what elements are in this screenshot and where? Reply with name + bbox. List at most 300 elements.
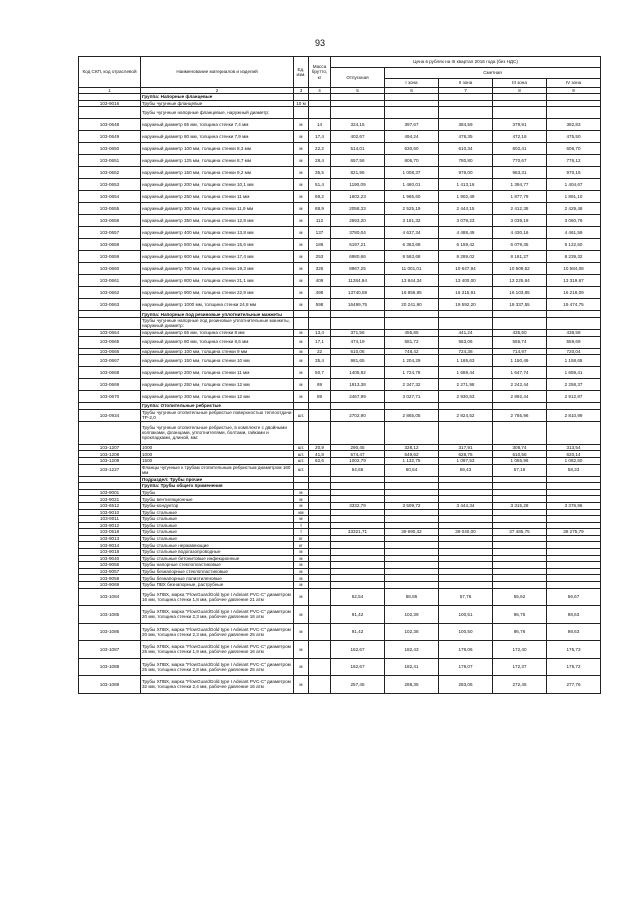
- cell-price-4: 37 485,75: [493, 529, 547, 536]
- cell-price-2: [385, 542, 439, 549]
- cell-price-1: [331, 496, 385, 503]
- cell-price-1: 1190,09: [331, 179, 385, 191]
- cell-price-2: [385, 496, 439, 503]
- cell-name: Трубы вентиляционные: [141, 496, 294, 503]
- cell-price-2: [385, 568, 439, 575]
- cell-price-1: 13740,59: [331, 287, 385, 299]
- cell-price-4: 96,76: [493, 623, 547, 641]
- header-zone-2: II зона: [439, 79, 493, 88]
- cell-code: 103-0659: [79, 251, 141, 263]
- cell-unit: м: [294, 391, 309, 403]
- cell-unit: м: [294, 348, 309, 355]
- cell-price-1: 981,65: [331, 355, 385, 367]
- cell-name: Трубы стальные: [141, 535, 294, 542]
- cell-name: Трубы стальные нержавеющие: [141, 542, 294, 549]
- cell-price-5: 1 404,67: [547, 179, 601, 191]
- cell-name: Трубы ХПВХ, марка "FlowGuardGold type I Adeiant PVC-C" диаметром 20 мм, толщина стенки 2,3 мм, рабочее давление 16 атм: [141, 606, 294, 624]
- cell-price-3: 441,24: [439, 329, 493, 336]
- subheading-row: [79, 317, 601, 329]
- cell-price-3: 780,80: [439, 155, 493, 167]
- cell-mass: 41,8: [309, 451, 331, 458]
- cell-mass: 325: [309, 263, 331, 275]
- cell-price-3: 724,38: [439, 348, 493, 355]
- cell-unit: м: [294, 489, 309, 496]
- cell-unit: м: [294, 562, 309, 569]
- cell-mass: [309, 476, 331, 483]
- cell-price-4: [493, 403, 547, 410]
- cell-price-3: 10 647,94: [439, 263, 493, 275]
- cell-name: наружный диаметр 200 мм, толщина стенки 10,1 мм: [141, 179, 294, 191]
- table-row: [79, 489, 601, 496]
- cell-name: наружный диаметр 250 мм, толщина стенки 11 мм: [141, 191, 294, 203]
- cell-name: наружный диаметр 700 мм, толщина стенки 19,3 мм: [141, 263, 294, 275]
- cell-price-4: 435,50: [493, 329, 547, 336]
- cell-price-2: [385, 582, 439, 589]
- cell-price-4: [493, 421, 547, 444]
- cell-name: наружный диаметр 400 мм, толщина стенки 13,8 мм: [141, 227, 294, 239]
- cell-code: 103-9058: [79, 575, 141, 582]
- cell-price-1: 821,95: [331, 167, 385, 179]
- cell-price-4: [493, 317, 547, 329]
- cell-price-3: 179,07: [439, 658, 493, 676]
- cell-code: 103-1085: [79, 606, 141, 624]
- cell-price-2: [385, 476, 439, 483]
- subheading-row: [79, 107, 601, 119]
- cell-price-3: 1 097,53: [439, 457, 493, 464]
- cell-price-3: [439, 509, 493, 516]
- cell-price-1: 2467,99: [331, 391, 385, 403]
- cell-mass: 137: [309, 227, 331, 239]
- table-row: [79, 179, 601, 191]
- cell-price-2: 16 856,95: [385, 287, 439, 299]
- cell-unit: [294, 483, 309, 490]
- cell-price-2: 748,42: [385, 348, 439, 355]
- cell-price-3: [439, 107, 493, 119]
- cell-name: Трубы стальные: [141, 529, 294, 536]
- table-row: [79, 100, 601, 107]
- cell-price-4: [493, 476, 547, 483]
- table-row: [79, 355, 601, 367]
- cell-unit: т: [294, 529, 309, 536]
- cell-unit: м: [294, 329, 309, 336]
- cell-price-5: 475,50: [547, 131, 601, 143]
- table-row: [79, 457, 601, 464]
- cell-unit: [294, 403, 309, 410]
- header-zone-4: IV зона: [547, 79, 601, 88]
- cell-code: 103-0649: [79, 131, 141, 143]
- cell-price-5: [547, 476, 601, 483]
- table-row: [79, 444, 601, 451]
- cell-unit: [294, 311, 309, 318]
- cell-name: Трубы чугунные напорные под резиновые уплотнительные манжеты, наружный диаметр:: [141, 317, 294, 329]
- cell-mass: [309, 549, 331, 556]
- cell-mass: [309, 464, 331, 476]
- cell-price-2: 288,35: [385, 676, 439, 694]
- cell-code: 103-0657: [79, 227, 141, 239]
- cell-price-4: 1 150,49: [493, 355, 547, 367]
- cell-price-5: [547, 483, 601, 490]
- cell-code: 103-0670: [79, 391, 141, 403]
- cell-price-1: 1405,92: [331, 367, 385, 379]
- cell-price-5: [547, 94, 601, 101]
- cell-price-5: [547, 107, 601, 119]
- cell-price-3: 16 315,91: [439, 287, 493, 299]
- cell-price-2: 455,85: [385, 329, 439, 336]
- table-row: [79, 191, 601, 203]
- cell-price-4: 1 065,96: [493, 457, 547, 464]
- cell-price-3: [439, 575, 493, 582]
- cell-name: наружный диаметр 150 мм, толщина стенки 10 мм: [141, 355, 294, 367]
- cell-name: наружный диаметр 150 мм, толщина стенки 9,2 мм: [141, 167, 294, 179]
- cell-price-2: 1 204,29: [385, 355, 439, 367]
- table-row: [79, 329, 601, 336]
- cell-price-1: 33321,71: [331, 529, 385, 536]
- group-row: [79, 311, 601, 318]
- cell-price-3: 2 930,53: [439, 391, 493, 403]
- table-row: [79, 606, 601, 624]
- cell-unit: м: [294, 119, 309, 131]
- cell-mass: 112: [309, 215, 331, 227]
- cell-unit: м: [294, 549, 309, 556]
- cell-name: Подраздел: Трубы прочие: [141, 476, 294, 483]
- cell-price-5: 3 376,96: [547, 502, 601, 509]
- cell-price-2: 13 844,34: [385, 275, 439, 287]
- table-row: [79, 336, 601, 348]
- cell-price-5: 559,69: [547, 336, 601, 348]
- cell-mass: [309, 403, 331, 410]
- cell-price-4: 963,31: [493, 167, 547, 179]
- cell-price-2: 649,62: [385, 451, 439, 458]
- cell-price-3: 6 159,42: [439, 239, 493, 251]
- cell-name: Трубы стальные: [141, 509, 294, 516]
- cell-unit: [294, 476, 309, 483]
- cell-name: Фланцы чугунные к трубам отопительным ребристым диаметром 160 мм: [141, 464, 294, 476]
- cell-unit: м: [294, 299, 309, 311]
- cell-price-5: 313,54: [547, 444, 601, 451]
- cell-unit: кг: [294, 542, 309, 549]
- cell-price-3: 39 040,00: [439, 529, 493, 536]
- cell-mass: 69: [309, 379, 331, 391]
- cell-mass: [309, 606, 331, 624]
- cell-price-5: 8 239,32: [547, 251, 601, 263]
- cell-price-2: [385, 421, 439, 444]
- cell-code: 103-9011: [79, 516, 141, 523]
- cell-code: 103-1084: [79, 588, 141, 606]
- cell-price-3: 628,76: [439, 451, 493, 458]
- table-row: [79, 568, 601, 575]
- cell-code: [79, 311, 141, 318]
- cell-price-4: 1 394,77: [493, 179, 547, 191]
- cell-price-3: 1 165,63: [439, 355, 493, 367]
- cell-price-3: [439, 568, 493, 575]
- cell-price-3: 1 669,44: [439, 367, 493, 379]
- cell-mass: [309, 641, 331, 659]
- cell-name: Трубы стальные: [141, 522, 294, 529]
- cell-price-5: 3 060,76: [547, 215, 601, 227]
- cell-price-5: 98,63: [547, 623, 601, 641]
- cell-price-1: 290,45: [331, 444, 385, 451]
- cell-price-2: [385, 94, 439, 101]
- cell-code: 103-9021: [79, 496, 141, 503]
- cell-price-4: 16 103,85: [493, 287, 547, 299]
- cell-unit: м: [294, 263, 309, 275]
- cell-price-5: 19 474,75: [547, 299, 601, 311]
- group-row: [79, 483, 601, 490]
- table-row: [79, 131, 601, 143]
- cell-code: [79, 107, 141, 119]
- cell-price-5: [547, 317, 601, 329]
- cell-code: 103-9056: [79, 562, 141, 569]
- cell-code: 103-0652: [79, 167, 141, 179]
- cell-price-1: 8967,25: [331, 263, 385, 275]
- cell-price-4: [493, 107, 547, 119]
- cell-price-4: 4 430,16: [493, 227, 547, 239]
- cell-code: [79, 483, 141, 490]
- cell-price-1: 91,42: [331, 606, 385, 624]
- cell-name: наружный диаметр 500 мм, толщина стенки 15,6 мм: [141, 239, 294, 251]
- cell-price-1: [331, 509, 385, 516]
- cell-name: наружный диаметр 125 мм, толщина стенки 8,7 мм: [141, 155, 294, 167]
- cell-unit: шт.: [294, 464, 309, 476]
- cell-price-1: 371,56: [331, 329, 385, 336]
- cell-price-3: 100,51: [439, 606, 493, 624]
- cell-price-3: [439, 582, 493, 589]
- cell-code: 103-0653: [79, 179, 141, 191]
- header-price: Цена в рублях на III квартал 2016 года (без НДС): [331, 57, 601, 68]
- table-body: [79, 94, 601, 693]
- cell-price-3: 2 824,52: [439, 409, 493, 421]
- cell-price-1: [331, 476, 385, 483]
- cell-price-4: 555,74: [493, 336, 547, 348]
- cell-code: [79, 476, 141, 483]
- cell-code: 103-0667: [79, 355, 141, 367]
- cell-price-1: [331, 562, 385, 569]
- cell-price-5: 56,67: [547, 588, 601, 606]
- table-row: [79, 575, 601, 582]
- cell-unit: м: [294, 658, 309, 676]
- cell-price-2: 2 525,19: [385, 203, 439, 215]
- cell-unit: м: [294, 287, 309, 299]
- cell-price-4: 8 181,27: [493, 251, 547, 263]
- cell-name: 1500: [141, 457, 294, 464]
- cell-name: Трубы ПВХ безнапорные, раструбные: [141, 582, 294, 589]
- table-row: [79, 239, 601, 251]
- cell-unit: м: [294, 606, 309, 624]
- cell-name: Трубы стальные: [141, 516, 294, 523]
- cell-unit: шт.: [294, 457, 309, 464]
- table-row: [79, 641, 601, 659]
- table-row: [79, 509, 601, 516]
- cell-code: 103-0663: [79, 299, 141, 311]
- cell-price-4: [493, 496, 547, 503]
- cell-price-2: 581,72: [385, 336, 439, 348]
- cell-price-1: [331, 542, 385, 549]
- cell-unit: [294, 94, 309, 101]
- cell-unit: км: [294, 509, 309, 516]
- cell-price-2: [385, 107, 439, 119]
- cell-name: Трубы чугунные фланцевые: [141, 100, 294, 107]
- table-row: [79, 555, 601, 562]
- header-name: Наименование материалов и изделий: [141, 57, 294, 88]
- cell-unit: м: [294, 676, 309, 694]
- table-row: [79, 549, 601, 556]
- cell-price-5: 1 158,65: [547, 355, 601, 367]
- table-row: [79, 203, 601, 215]
- table-header: [79, 57, 601, 94]
- cell-price-3: 1 902,49: [439, 191, 493, 203]
- cell-price-1: [331, 489, 385, 496]
- cell-price-5: [547, 522, 601, 529]
- cell-unit: м: [294, 275, 309, 287]
- col-num-6: 6: [385, 88, 439, 94]
- cell-price-5: 277,76: [547, 676, 601, 694]
- cell-price-5: [547, 568, 601, 575]
- cell-price-2: 182,43: [385, 641, 439, 659]
- cell-price-2: 630,60: [385, 143, 439, 155]
- cell-price-5: 10 584,08: [547, 263, 601, 275]
- cell-price-5: 2 810,99: [547, 409, 601, 421]
- cell-price-4: 272,45: [493, 676, 547, 694]
- table-row: [79, 227, 601, 239]
- cell-price-5: 58,33: [547, 464, 601, 476]
- cell-name: Трубы чугунные отопительные ребристые поверхностью теплоотдачи ТР-2,0: [141, 409, 294, 421]
- cell-unit: шт.: [294, 409, 309, 421]
- cell-price-2: 2 347,32: [385, 379, 439, 391]
- cell-price-4: 308,74: [493, 444, 547, 451]
- cell-price-5: [547, 535, 601, 542]
- cell-price-3: 384,59: [439, 119, 493, 131]
- cell-mass: [309, 509, 331, 516]
- cell-mass: [309, 107, 331, 119]
- cell-mass: 89: [309, 391, 331, 403]
- cell-code: 103-0662: [79, 287, 141, 299]
- cell-name: Трубы чугунные напорные фланцевые, наружный диаметр:: [141, 107, 294, 119]
- cell-unit: м: [294, 143, 309, 155]
- price-table: [78, 56, 601, 694]
- cell-mass: [309, 489, 331, 496]
- table-row: [79, 167, 601, 179]
- cell-code: 103-9069: [79, 582, 141, 589]
- table-row: [79, 143, 601, 155]
- cell-mass: [309, 496, 331, 503]
- cell-name: наружный диаметр 100 мм, толщина стенки 8,3 мм: [141, 143, 294, 155]
- cell-price-3: 4 488,49: [439, 227, 493, 239]
- cell-name: Трубы напорные стеклопластиковые: [141, 562, 294, 569]
- cell-name: Трубы стальные бетонитовые инфекционные: [141, 555, 294, 562]
- cell-price-5: 2 429,48: [547, 203, 601, 215]
- cell-mass: [309, 311, 331, 318]
- cell-unit: м: [294, 582, 309, 589]
- cell-mass: 28,4: [309, 155, 331, 167]
- cell-code: 103-1227: [79, 464, 141, 476]
- cell-name: Группа: Отопительные ребристые: [141, 403, 294, 410]
- cell-price-1: [331, 549, 385, 556]
- cell-price-2: 58,85: [385, 588, 439, 606]
- cell-unit: м: [294, 155, 309, 167]
- cell-code: 103-0661: [79, 275, 141, 287]
- cell-price-2: [385, 562, 439, 569]
- cell-name: наружный диаметр 65 мм, толщина стенки 7,4 мм: [141, 119, 294, 131]
- cell-price-4: [493, 100, 547, 107]
- cell-price-3: [439, 421, 493, 444]
- cell-price-2: 39 690,42: [385, 529, 439, 536]
- cell-price-4: [493, 489, 547, 496]
- cell-mass: [309, 483, 331, 490]
- cell-price-5: 970,16: [547, 167, 601, 179]
- cell-price-1: [331, 555, 385, 562]
- cell-unit: м: [294, 379, 309, 391]
- cell-price-1: 2593,20: [331, 215, 385, 227]
- cell-price-1: 657,56: [331, 155, 385, 167]
- cell-price-5: [547, 549, 601, 556]
- cell-code: 103-6512: [79, 502, 141, 509]
- cell-code: 103-0664: [79, 329, 141, 336]
- cell-price-4: 1 647,74: [493, 367, 547, 379]
- cell-unit: [294, 317, 309, 329]
- cell-code: 103-0650: [79, 143, 141, 155]
- cell-price-4: 6 079,35: [493, 239, 547, 251]
- cell-price-5: [547, 542, 601, 549]
- cell-code: [79, 94, 141, 101]
- cell-price-3: [439, 516, 493, 523]
- cell-price-1: 1602,23: [331, 191, 385, 203]
- cell-name: наружный диаметр 200 мм, толщина стенки 11 мм: [141, 367, 294, 379]
- cell-mass: 20,9: [309, 444, 331, 451]
- cell-price-1: [331, 311, 385, 318]
- cell-name: наружный диаметр 1000 мм, толщина стенки 24,8 мм: [141, 299, 294, 311]
- cell-price-3: [439, 549, 493, 556]
- cell-price-5: [547, 403, 601, 410]
- cell-price-4: 2 242,44: [493, 379, 547, 391]
- cell-mass: [309, 658, 331, 676]
- cell-price-4: 472,16: [493, 131, 547, 143]
- cell-price-2: 6 363,68: [385, 239, 439, 251]
- cell-price-2: 1 724,78: [385, 367, 439, 379]
- cell-price-5: 175,72: [547, 658, 601, 676]
- cell-mass: 17,4: [309, 131, 331, 143]
- cell-name: Трубы безнапорные полиэтиленовые: [141, 575, 294, 582]
- subheading-row: [79, 421, 601, 444]
- cell-name: Трубы: [141, 489, 294, 496]
- cell-price-2: [385, 100, 439, 107]
- cell-mass: 409: [309, 275, 331, 287]
- cell-price-2: [385, 403, 439, 410]
- cell-price-5: 620,14: [547, 451, 601, 458]
- cell-price-3: [439, 489, 493, 496]
- cell-unit: шт.: [294, 444, 309, 451]
- cell-price-4: [493, 94, 547, 101]
- cell-mass: 50,7: [309, 367, 331, 379]
- cell-mass: 17,1: [309, 336, 331, 348]
- cell-unit: т: [294, 522, 309, 529]
- cell-price-1: 474,19: [331, 336, 385, 348]
- cell-price-1: 574,47: [331, 451, 385, 458]
- cell-price-4: [493, 582, 547, 589]
- group-row: [79, 403, 601, 410]
- cell-code: 103-0658: [79, 239, 141, 251]
- cell-name: наружный диаметр 300 мм, толщина стенки 12 мм: [141, 391, 294, 403]
- cell-price-3: [439, 535, 493, 542]
- cell-price-1: 1002,79: [331, 457, 385, 464]
- cell-price-5: 438,58: [547, 329, 601, 336]
- cell-unit: м: [294, 623, 309, 641]
- cell-mass: [309, 588, 331, 606]
- cell-price-3: 1 413,16: [439, 179, 493, 191]
- cell-mass: 186: [309, 239, 331, 251]
- cell-price-5: 13 319,67: [547, 275, 601, 287]
- cell-price-2: [385, 535, 439, 542]
- cell-price-3: 100,50: [439, 623, 493, 641]
